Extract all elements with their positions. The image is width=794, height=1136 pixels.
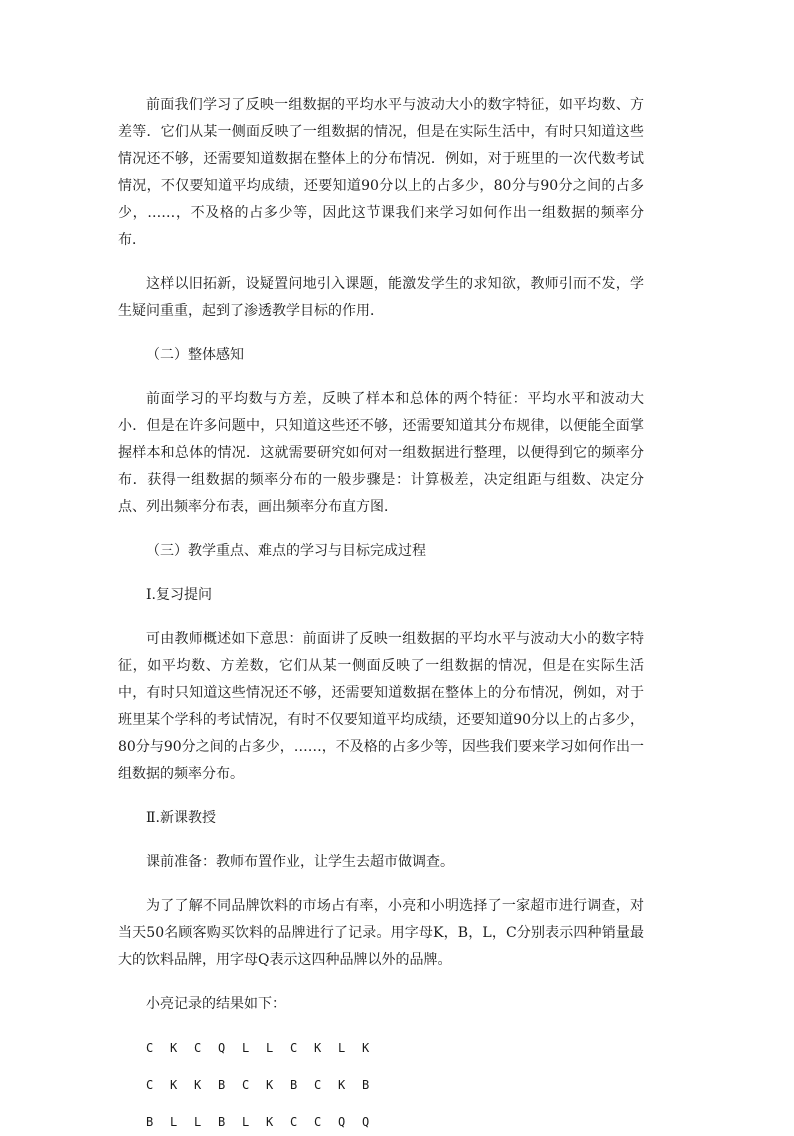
survey-paragraph: 为了了解不同品牌饮料的市场占有率，小亮和小明选择了一家超市进行调查，对当天50名顾客购买饮料的品牌进行了记录。用字母K，B，L，C分别表示四种销量最大的饮料品牌，用字母Q表示这四种品牌以外的品牌。 — [118, 898, 644, 968]
record-cell: C — [194, 1041, 202, 1055]
record-cell: C — [146, 1078, 154, 1092]
record-cell: C — [242, 1078, 250, 1092]
record-cell: B — [362, 1078, 370, 1092]
overall-paragraph: 前面学习的平均数与方差，反映了样本和总体的两个特征：平均水平和波动大小．但是在许多问题中，只知道这些还不够，还需要知道其分布规律，以便能全面掌握样本和总体的情况．这就需要研究如何对一组数据进行整理，以便得到它的频率分布．获得一组数据的频率分布的一般步骤是：计算极差，决定组距与组数、决定分点、列出频率分布表，画出频率分布直方图． — [118, 391, 644, 515]
record-cell: L — [194, 1115, 202, 1129]
record-cell: K — [266, 1078, 274, 1092]
preparation-paragraph: 课前准备：教师布置作业，让学生去超市做调查。 — [146, 854, 454, 870]
section-heading-process: （三）教学重点、难点的学习与目标完成过程 — [146, 543, 426, 559]
record-cell: Q — [362, 1115, 370, 1129]
record-cell: K — [362, 1041, 370, 1055]
record-cell: C — [290, 1115, 298, 1129]
section-heading-overall: （二）整体感知 — [146, 347, 244, 363]
intro-paragraph: 前面我们学习了反映一组数据的平均水平与波动大小的数字特征，如平均数、方差等．它们从某一侧面反映了一组数据的情况，但是在实际生活中，有时只知道这些情况还不够，还需要知道数据在整体上的分布情况．例如，对于班里的一次代数考试情况，不仅要知道平均成绩，还要知道90分以上的占多少，80分与90分之间的占多少，……，不及格的占多少等，因此这节课我们来学习如何作出一组数据的频率分布． — [118, 97, 644, 248]
record-cell: K — [170, 1041, 178, 1055]
record-intro: 小亮记录的结果如下： — [146, 996, 286, 1012]
record-cell: Q — [338, 1115, 346, 1129]
record-cell: C — [314, 1115, 322, 1129]
record-cell: C — [314, 1078, 322, 1092]
record-cell: L — [242, 1041, 250, 1055]
record-cell: K — [194, 1078, 202, 1092]
comment-paragraph: 这样以旧拓新，设疑置问地引入课题，能激发学生的求知欲，教师引而不发，学生疑问重重，起到了渗透教学目标的作用． — [118, 276, 644, 319]
record-cell: B — [146, 1115, 154, 1129]
record-cell: B — [218, 1115, 226, 1129]
subheading-review: Ⅰ.复习提问 — [146, 587, 212, 603]
record-cell: K — [338, 1078, 346, 1092]
record-cell: L — [242, 1115, 250, 1129]
record-cell: B — [218, 1078, 226, 1092]
record-cell: Q — [218, 1041, 226, 1055]
review-paragraph: 可由教师概述如下意思：前面讲了反映一组数据的平均水平与波动大小的数字特征，如平均数、方差数，它们从某一侧面反映了一组数据的情况，但是在实际生活中，有时只知道这些情况还不够，还需要知道数据在整体上的分布情况，例如，对于班里某个学科的考试情况，有时不仅要知道平均成绩，还要知道90分以上的占多少，80分与90分之间的占多少，……，不及格的占多少等，因些我们要来学习如何作出一组数据的频率分布。 — [118, 631, 644, 782]
record-cell: K — [170, 1078, 178, 1092]
record-cell: L — [266, 1041, 274, 1055]
record-row — [118, 1035, 644, 1062]
record-cell: C — [290, 1041, 298, 1055]
record-row — [118, 1072, 644, 1099]
record-cell: B — [290, 1078, 298, 1092]
record-cell: L — [338, 1041, 346, 1055]
record-cell: L — [170, 1115, 178, 1129]
record-cell: K — [314, 1041, 322, 1055]
record-list — [118, 1035, 644, 1136]
subheading-new-lesson: Ⅱ.新课教授 — [146, 810, 216, 826]
record-cell: K — [266, 1115, 274, 1129]
record-cell: C — [146, 1041, 154, 1055]
